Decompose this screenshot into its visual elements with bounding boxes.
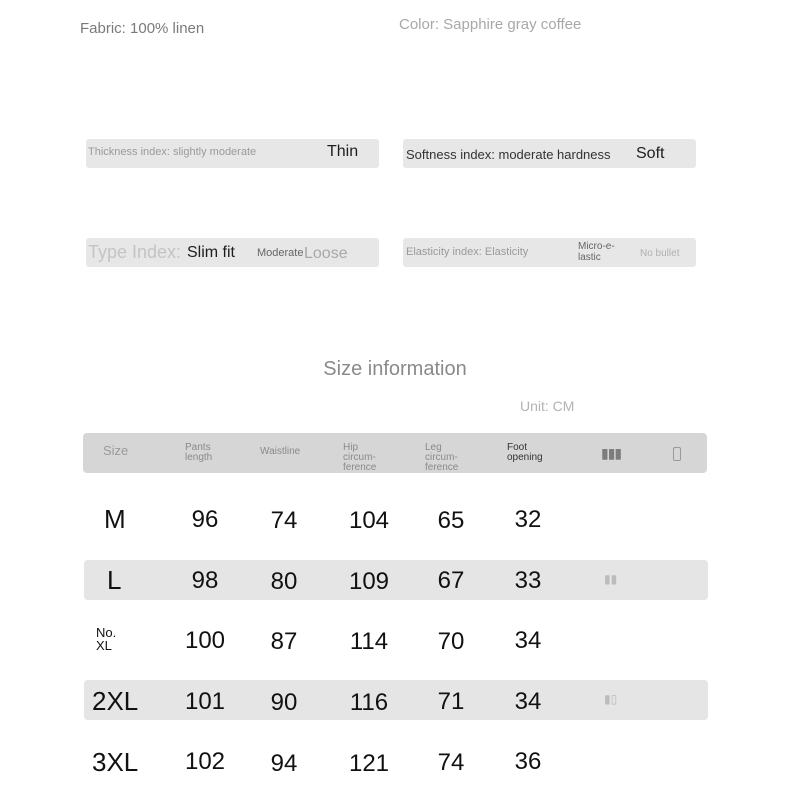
softness-index-value: Soft bbox=[636, 145, 665, 162]
row-foot: 36 bbox=[514, 748, 542, 775]
elasticity-option-no-bullet: No bullet bbox=[640, 248, 680, 259]
row-hip: 121 bbox=[348, 750, 390, 777]
row-waistline: 74 bbox=[270, 507, 298, 534]
row-leg: 70 bbox=[437, 628, 465, 655]
row-hip: 104 bbox=[348, 507, 390, 534]
thickness-index-bar bbox=[86, 139, 379, 168]
thickness-index-label: Thickness index: slightly moderate bbox=[88, 146, 257, 158]
row-pants-length: 98 bbox=[191, 567, 219, 594]
row-waistline: 87 bbox=[270, 628, 298, 655]
elasticity-option-micro: Micro-e-lastic bbox=[578, 241, 615, 263]
row-pants-length: 100 bbox=[184, 627, 226, 654]
size-info-title: Size information bbox=[323, 358, 467, 380]
header-pants-length: Pants length bbox=[185, 442, 213, 463]
row-foot: 34 bbox=[514, 627, 542, 654]
row-foot: 34 bbox=[514, 688, 542, 715]
decorative-mark-icon: ▮▮ bbox=[604, 572, 618, 586]
type-option-slim: Slim fit bbox=[187, 244, 235, 261]
row-pants-length: 96 bbox=[191, 506, 219, 533]
row-hip: 114 bbox=[349, 628, 389, 655]
type-index-bar bbox=[86, 238, 379, 267]
row-hip: 109 bbox=[348, 568, 390, 595]
row-hip: 116 bbox=[349, 689, 389, 716]
row-size: 2XL bbox=[92, 686, 139, 716]
row-leg: 67 bbox=[437, 567, 465, 594]
header-leg: Leg circum-ference bbox=[425, 442, 459, 473]
row-foot: 33 bbox=[514, 567, 542, 594]
type-option-loose: Loose bbox=[304, 245, 348, 262]
row-pants-length: 102 bbox=[184, 748, 226, 775]
row-foot: 32 bbox=[514, 506, 542, 533]
row-leg: 71 bbox=[437, 688, 465, 715]
thickness-index-value: Thin bbox=[327, 143, 359, 160]
row-waistline: 80 bbox=[270, 568, 298, 595]
size-table-header bbox=[83, 433, 707, 473]
row-size: L bbox=[107, 565, 122, 595]
header-size: Size bbox=[103, 443, 129, 458]
row-waistline: 90 bbox=[270, 689, 298, 716]
type-index-label: Type Index: bbox=[88, 242, 182, 262]
row-size: 3XL bbox=[92, 747, 139, 777]
type-option-moderate: Moderate bbox=[257, 247, 304, 259]
header-foot-opening: Foot opening bbox=[507, 442, 543, 463]
elasticity-index-bar bbox=[403, 238, 696, 267]
unit-label: Unit: CM bbox=[520, 398, 575, 414]
softness-index-label: Softness index: moderate hardness bbox=[406, 147, 611, 162]
elasticity-index-label: Elasticity index: Elasticity bbox=[406, 246, 529, 258]
header-hip: Hip circum-ference bbox=[343, 442, 377, 473]
row-size: No. XL bbox=[96, 625, 117, 653]
decorative-mark-icon: ▮▯ bbox=[604, 692, 618, 706]
decorative-bracket-icon bbox=[673, 447, 681, 461]
softness-index-bar bbox=[403, 139, 696, 168]
row-leg: 74 bbox=[437, 749, 465, 776]
row-leg: 65 bbox=[437, 507, 465, 534]
row-pants-length: 101 bbox=[184, 688, 226, 715]
header-waistline: Waistline bbox=[260, 446, 301, 457]
decorative-ruler-icon: ▮▮▮ bbox=[601, 445, 622, 461]
fabric-info: Fabric: 100% linen bbox=[80, 20, 205, 37]
row-waistline: 94 bbox=[270, 750, 298, 777]
row-size: M bbox=[104, 504, 126, 534]
color-info: Color: Sapphire gray coffee bbox=[399, 16, 582, 33]
